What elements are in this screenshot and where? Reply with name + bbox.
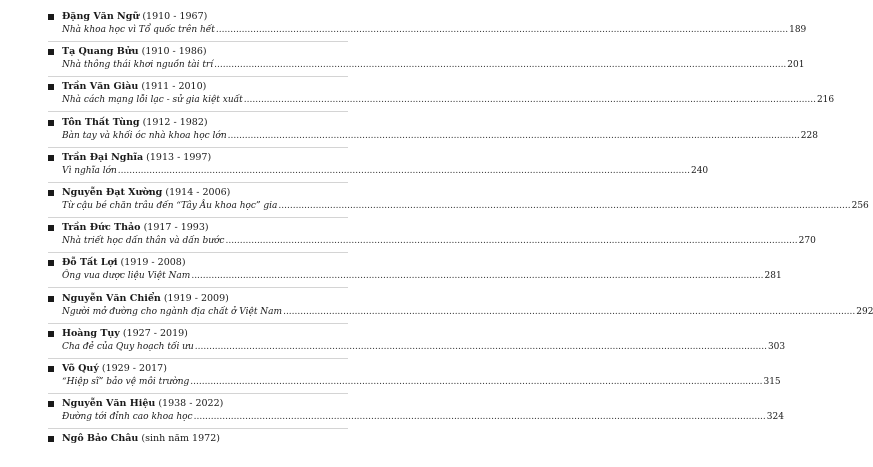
entry-years: (1911 - 2010): [141, 81, 207, 93]
entry-name: Trần Đại Nghĩa: [62, 151, 144, 163]
bullet-icon: [48, 436, 54, 442]
bullet-icon: [48, 260, 54, 266]
toc-entry: [48, 362, 781, 397]
entry-years: (1919 - 2009): [163, 292, 229, 304]
entry-page-number: 315: [763, 376, 781, 387]
entry-description: Nhà thông thái khơi nguồn tài trí: [62, 60, 214, 71]
entry-page-number: 292: [856, 306, 873, 317]
bullet-icon: [48, 120, 54, 126]
entry-description: Đường tới đỉnh cao khoa học: [62, 412, 193, 423]
divider: [48, 358, 348, 359]
entry-name: Trần Văn Giàu: [62, 81, 139, 93]
dot-leader: ........................................................................................................................................................................................................: [190, 376, 763, 387]
entry-description: Nhà cách mạng lỗi lạc - sử gia kiệt xuất: [62, 95, 243, 106]
dot-leader: ........................................................................................................................................................................................................: [283, 306, 856, 317]
dot-leader: ........................................................................................................................................................................................................: [194, 341, 767, 352]
entry-years: (1938 - 2022): [158, 398, 224, 410]
entry-page-number: 256: [851, 200, 869, 211]
divider: [48, 111, 348, 112]
divider: [48, 217, 348, 218]
divider: [48, 428, 348, 429]
entry-page-number: 216: [816, 95, 835, 106]
divider: [48, 252, 348, 253]
table-of-contents: [48, 10, 873, 467]
entry-description: Ông vua dược liệu Việt Nam: [62, 271, 191, 282]
divider: [48, 41, 348, 42]
toc-entry: [48, 186, 869, 221]
entry-description: Nhà khoa học vì Tổ quốc trên hết: [62, 25, 215, 35]
entry-name: Hoàng Tụy: [62, 327, 120, 339]
entry-description: Từ cậu bé chăn trâu đến “Tây Âu khoa học” gia: [62, 200, 278, 211]
entry-description: Cha đẻ của Quy hoạch tối ưu: [62, 341, 194, 352]
entry-name: Nguyễn Đạt Xường: [62, 186, 163, 198]
entry-description: “Hiệp sĩ” bảo vệ môi trường: [62, 376, 190, 387]
toc-entry: [48, 432, 348, 467]
entry-years: (sinh năm 1972): [141, 433, 220, 445]
bullet-icon: [48, 190, 54, 196]
entry-years: (1910 - 1986): [141, 46, 207, 58]
entry-name: Trần Đức Thảo: [62, 222, 141, 234]
bullet-icon: [48, 331, 54, 337]
entry-years: (1929 - 2017): [101, 362, 167, 374]
bullet-icon: [48, 14, 54, 20]
divider: [48, 76, 348, 77]
entry-years: (1927 - 2019): [122, 327, 188, 339]
entry-page-number: 324: [766, 412, 784, 423]
toc-entry: [48, 397, 784, 432]
toc-entry: [48, 292, 873, 327]
divider: [48, 182, 348, 183]
divider: [48, 323, 348, 324]
divider: [48, 393, 348, 394]
entry-years: (1912 - 1982): [142, 116, 208, 128]
entry-page-number: 281: [764, 271, 782, 282]
bullet-icon: [48, 84, 54, 90]
entry-name: Đỗ Tất Lợi: [62, 257, 118, 269]
entry-name: Tôn Thất Tùng: [62, 116, 140, 128]
toc-entry: [48, 256, 782, 291]
dot-leader: ........................................................................................................................................................................................................: [278, 200, 851, 211]
entry-description: Bàn tay và khối óc nhà khoa học lớn: [62, 130, 227, 141]
entry-years: (1919 - 2008): [120, 257, 186, 269]
toc-entry: [48, 221, 816, 256]
bullet-icon: [48, 49, 54, 55]
dot-leader: ........................................................................................................................................................................................................: [243, 95, 816, 106]
entry-name: Đặng Văn Ngữ: [62, 11, 140, 22]
bullet-icon: [48, 155, 54, 161]
divider: [48, 147, 348, 148]
entry-description: Nhà triết học dấn thân và dấn bước: [62, 236, 225, 247]
entry-name: Nguyễn Văn Chiển: [62, 292, 161, 304]
divider: [48, 287, 348, 288]
entry-years: (1910 - 1967): [142, 11, 208, 22]
entry-years: (1913 - 1997): [146, 151, 212, 163]
entry-page-number: 303: [767, 341, 786, 352]
toc-entry: [48, 327, 786, 362]
entry-name: Nguyễn Văn Hiệu: [62, 398, 156, 410]
bullet-icon: [48, 296, 54, 302]
bullet-icon: [48, 366, 54, 372]
toc-entry: [48, 116, 818, 151]
entry-page-number: 228: [800, 130, 818, 141]
bullet-icon: [48, 401, 54, 407]
dot-leader: ........................................................................................................................................................................................................: [193, 412, 766, 423]
toc-entry: [48, 45, 805, 80]
bullet-icon: [48, 225, 54, 231]
entry-page-number: 240: [690, 165, 709, 176]
entry-page-number: 201: [787, 60, 805, 71]
entry-page-number: 189: [789, 25, 807, 35]
entry-name: Tạ Quang Bửu: [62, 46, 139, 58]
entry-name: Ngô Bảo Châu: [62, 433, 139, 445]
toc-entry: [48, 80, 835, 115]
entry-description: Người mở đường cho ngành địa chất ở Việt Nam: [62, 306, 283, 317]
dot-leader: ........................................................................................................................................................................................................: [214, 60, 787, 71]
toc-entry: [48, 10, 807, 45]
dot-leader: ........................................................................................................................................................................................................: [227, 130, 800, 141]
dot-leader: ........................................................................................................................................................................................................: [117, 165, 690, 176]
entry-description: Vì nghĩa lớn: [62, 165, 117, 176]
entry-name: Võ Quý: [62, 362, 99, 374]
entry-years: (1917 - 1993): [143, 222, 209, 234]
entry-page-number: 270: [798, 236, 816, 247]
dot-leader: ........................................................................................................................................................................................................: [225, 236, 798, 247]
dot-leader: ........................................................................................................................................................................................................: [215, 25, 789, 35]
toc-entry: [48, 151, 709, 186]
dot-leader: ........................................................................................................................................................................................................: [191, 271, 764, 282]
entry-years: (1914 - 2006): [165, 186, 231, 198]
